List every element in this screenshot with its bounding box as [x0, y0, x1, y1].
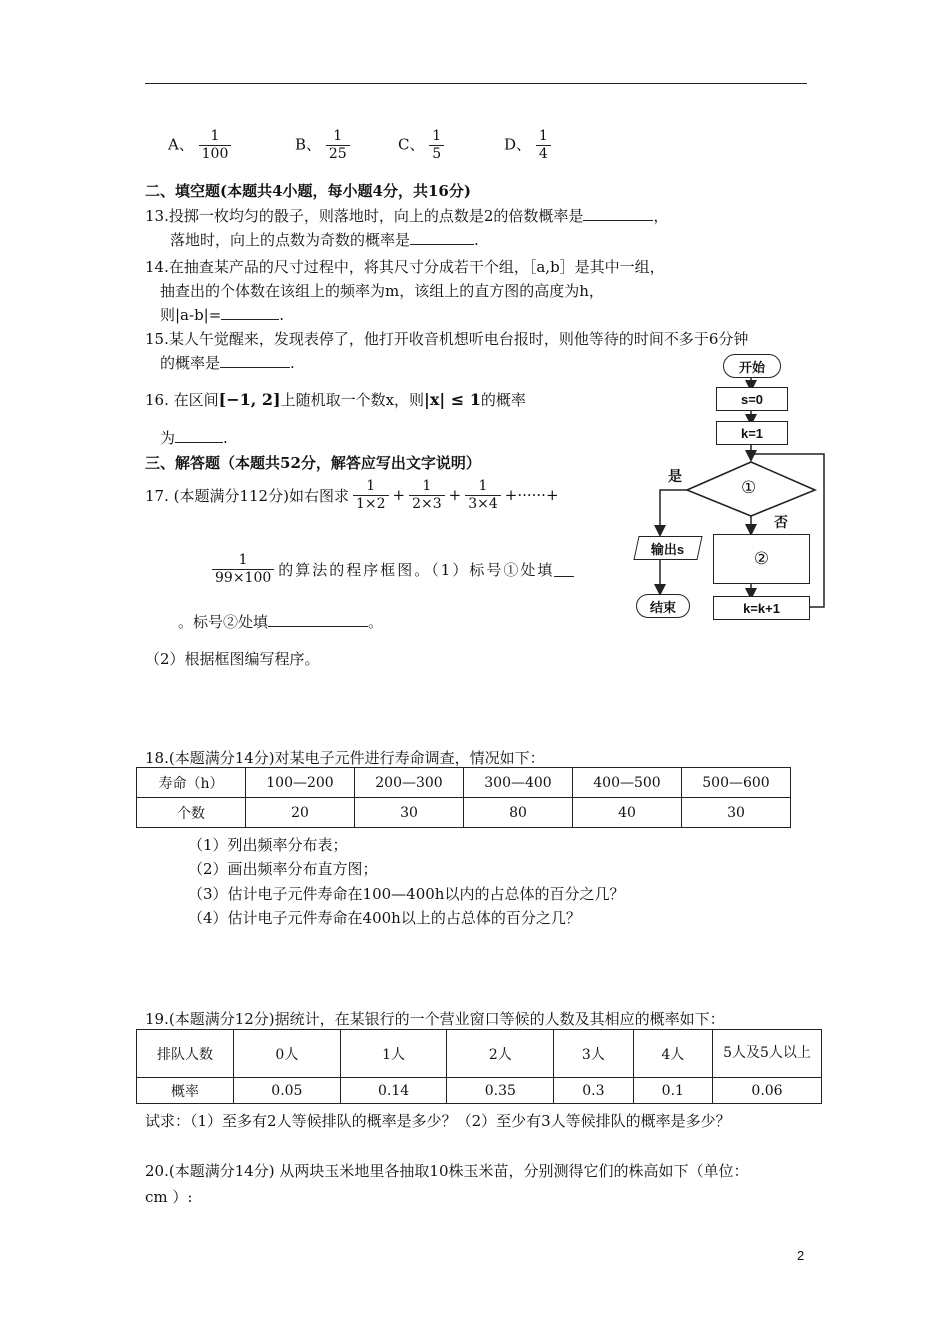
table-cell: 0.06 — [713, 1078, 822, 1104]
q20-line2: cm ）: — [145, 1188, 193, 1206]
q18-part1: （1）列出频率分布表； — [188, 836, 348, 854]
table-row — [137, 798, 791, 828]
fraction: $\frac{1}{5}$ — [429, 128, 444, 163]
table-cell: 5人及5人以上 — [713, 1030, 822, 1078]
fraction: $\frac{1}{99\times 100}$ — [212, 552, 274, 587]
table-cell: 300—400 — [464, 768, 573, 798]
q13-line1: 13.投掷一枚均匀的骰子，则落地时，向上的点数是2的倍数概率是 ， — [145, 207, 669, 225]
q16-line2: 为 . — [160, 429, 228, 447]
fraction: $\frac{1}{2\times 3}$ — [409, 478, 445, 513]
flowchart-output: 输出s — [633, 536, 702, 560]
table-cell: 500—600 — [682, 768, 791, 798]
flowchart-init-k: k=1 — [716, 421, 788, 445]
table-cell: 1人 — [340, 1030, 447, 1078]
table-cell: 0.3 — [554, 1078, 633, 1104]
q15-line2: 的概率是 . — [160, 354, 295, 372]
table-cell: 2人 — [447, 1030, 554, 1078]
table-cell: 排队人数 — [137, 1030, 234, 1078]
flowchart-increment: k=k+1 — [713, 596, 810, 620]
table-cell: 0人 — [234, 1030, 341, 1078]
page-number: 2 — [797, 1248, 805, 1263]
q13-line2: 落地时，向上的点数为奇数的概率是 . — [170, 231, 479, 249]
q20-line1: 20.(本题满分14分) 从两块玉米地里各抽取10株玉米苗，分别测得它们的株高如下（单位： — [145, 1162, 749, 1180]
table-cell: 个数 — [137, 798, 246, 828]
section-3-title: 三、解答题（本题共52分，解答应写出文字说明） — [145, 454, 481, 472]
q18-table — [136, 767, 791, 828]
table-cell: 0.14 — [340, 1078, 447, 1104]
interval-expression: [−1, 2] — [218, 390, 281, 409]
table-cell: 0.05 — [234, 1078, 341, 1104]
table-cell: 400—500 — [573, 768, 682, 798]
choice-b: B、 $\frac{1}{25}$ — [295, 128, 350, 163]
table-cell: 20 — [246, 798, 355, 828]
table-cell: 概率 — [137, 1078, 234, 1104]
fraction: $\frac{1}{3\times 4}$ — [465, 478, 501, 513]
q17-line3: 。标号②处填 。 — [178, 613, 384, 631]
table-cell: 30 — [355, 798, 464, 828]
q14-line3: 则|a-b|= . — [160, 306, 285, 324]
flowchart-start: 开始 — [723, 354, 781, 378]
q19-title: 19.(本题满分12分)据统计，在某银行的一个营业窗口等候的人数及其相应的概率如下： — [145, 1010, 725, 1028]
fraction: $\frac{1}{1\times 2}$ — [353, 478, 389, 513]
flowchart-yes-label: 是 — [668, 469, 682, 485]
table-cell: 100—200 — [246, 768, 355, 798]
flowchart-no-label: 否 — [774, 515, 788, 531]
q17-part2: （2）根据框图编写程序。 — [145, 650, 320, 668]
q19-ask: 试求：（1）至多有2人等候排队的概率是多少？（2）至少有3人等候排队的概率是多少？ — [145, 1112, 731, 1130]
q17-line2: $\frac{1}{99\times 100}$ 的算法的程序框图。（1）标号①处填 — [212, 552, 574, 587]
table-cell: 40 — [573, 798, 682, 828]
fraction: $\frac{1}{100}$ — [199, 128, 232, 163]
fraction: $\frac{1}{4}$ — [536, 128, 551, 163]
table-cell: 0.1 — [633, 1078, 712, 1104]
choice-c: C、 $\frac{1}{5}$ — [398, 128, 444, 163]
flowchart-process: ② — [713, 534, 810, 584]
table-cell: 30 — [682, 798, 791, 828]
section-2-title: 二、填空题(本题共4小题，每小题4分，共16分) — [145, 182, 471, 200]
flowchart-init-s: s=0 — [716, 387, 788, 411]
flowchart-end: 结束 — [636, 594, 690, 618]
table-row — [137, 1078, 822, 1104]
flowchart — [630, 350, 830, 630]
table-cell: 3人 — [554, 1030, 633, 1078]
q18-part3: （3）估计电子元件寿命在100—400h以内的占总体的百分之几？ — [188, 885, 625, 903]
q19-table — [136, 1029, 822, 1104]
q14-line2: 抽查出的个体数在该组上的频率为m，该组上的直方图的高度为h， — [160, 282, 604, 300]
q16-line1: 16. 在区间[−1, 2]上随机取一个数x，则|x| ≤ 1的概率 — [145, 390, 526, 409]
table-row — [137, 1030, 822, 1078]
q14-line1: 14.在抽查某产品的尺寸过程中，将其尺寸分成若干个组，［a,b］是其中一组， — [145, 258, 665, 276]
table-cell: 0.35 — [447, 1078, 554, 1104]
q18-part4: （4）估计电子元件寿命在400h以上的占总体的百分之几？ — [188, 909, 581, 927]
q17-line1: 17. (本题满分112分)如右图求 $\frac{1}{1\times 2}$ + $\frac{1}{2\times 3}$ + $\frac{1}{3\times 4}$ +······+ — [145, 478, 559, 512]
q15-line1: 15.某人午觉醒来，发现表停了，他打开收音机想听电台报时，则他等待的时间不多于6分钟 — [145, 330, 749, 348]
table-cell: 寿命（h） — [137, 768, 246, 798]
header-rule — [145, 83, 807, 84]
table-cell: 4人 — [633, 1030, 712, 1078]
q18-title: 18.(本题满分14分)对某电子元件进行寿命调查，情况如下： — [145, 749, 545, 767]
choice-a: A、 $\frac{1}{100}$ — [168, 128, 231, 163]
choice-d: D、 $\frac{1}{4}$ — [504, 128, 551, 163]
table-cell: 200—300 — [355, 768, 464, 798]
condition-expression: |x| ≤ 1 — [424, 390, 481, 409]
flowchart-decision-label: ① — [741, 478, 757, 498]
fraction: $\frac{1}{25}$ — [326, 128, 350, 163]
q18-part2: （2）画出频率分布直方图； — [188, 860, 378, 878]
table-row — [137, 768, 791, 798]
table-cell: 80 — [464, 798, 573, 828]
